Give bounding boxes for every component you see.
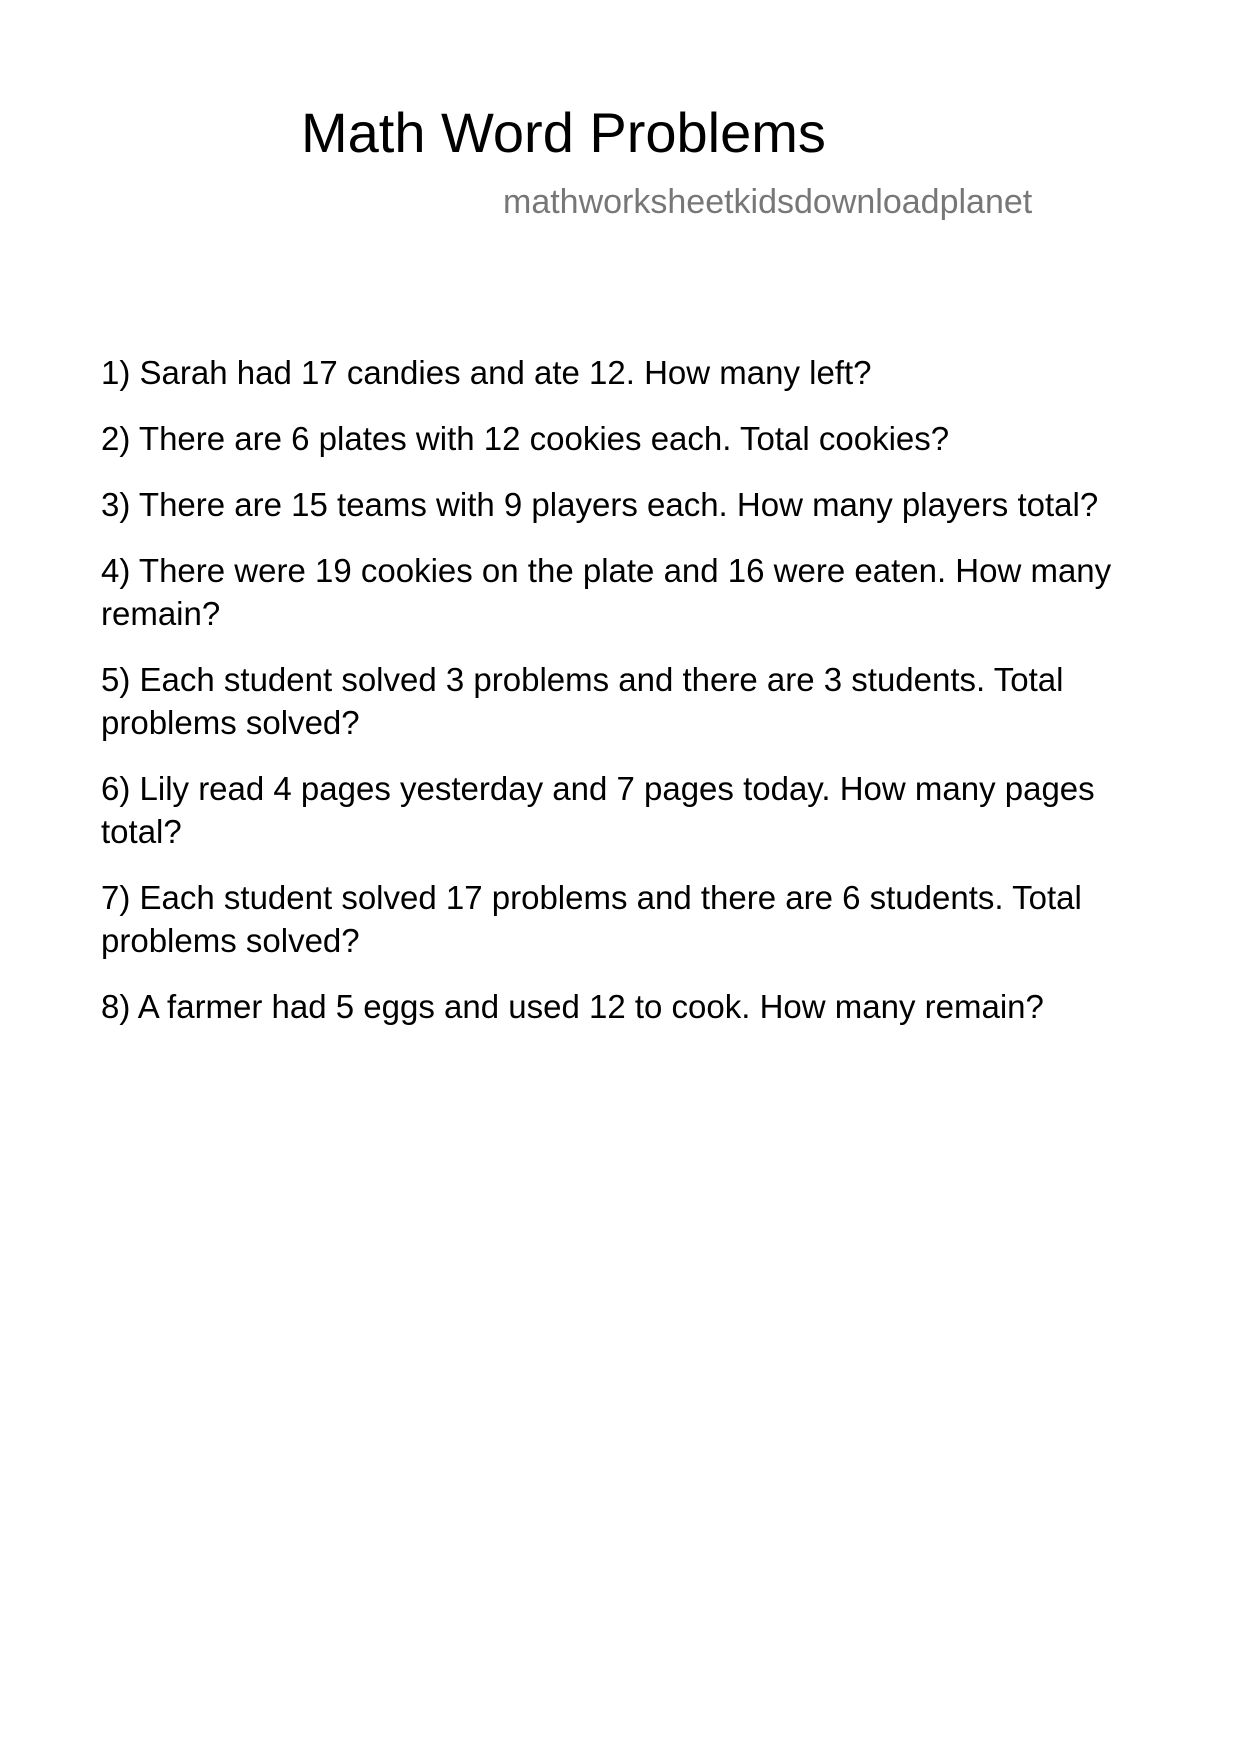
problem-list (101, 351, 1161, 1051)
source-watermark: mathworksheetkidsdownloadplanet (503, 183, 1033, 221)
problem-item-6: 6) Lily read 4 pages yesterday and 7 pages today. How many pages total? (101, 770, 1095, 850)
problem-item-5: 5) Each student solved 3 problems and there are 3 students. Total problems solved? (101, 661, 1064, 741)
problem-item-1: 1) Sarah had 17 candies and ate 12. How many left? (101, 354, 872, 391)
problem-item-7: 7) Each student solved 17 problems and there are 6 students. Total problems solved? (101, 879, 1082, 959)
problem-item-4: 4) There were 19 cookies on the plate and 16 were eaten. How many remain? (101, 552, 1112, 632)
problem-item-3: 3) There are 15 teams with 9 players each. How many players total? (101, 486, 1099, 523)
page-title: Math Word Problems (301, 101, 826, 164)
problem-item-8: 8) A farmer had 5 eggs and used 12 to cook. How many remain? (101, 988, 1044, 1025)
problem-item-2: 2) There are 6 plates with 12 cookies each. Total cookies? (101, 420, 950, 457)
